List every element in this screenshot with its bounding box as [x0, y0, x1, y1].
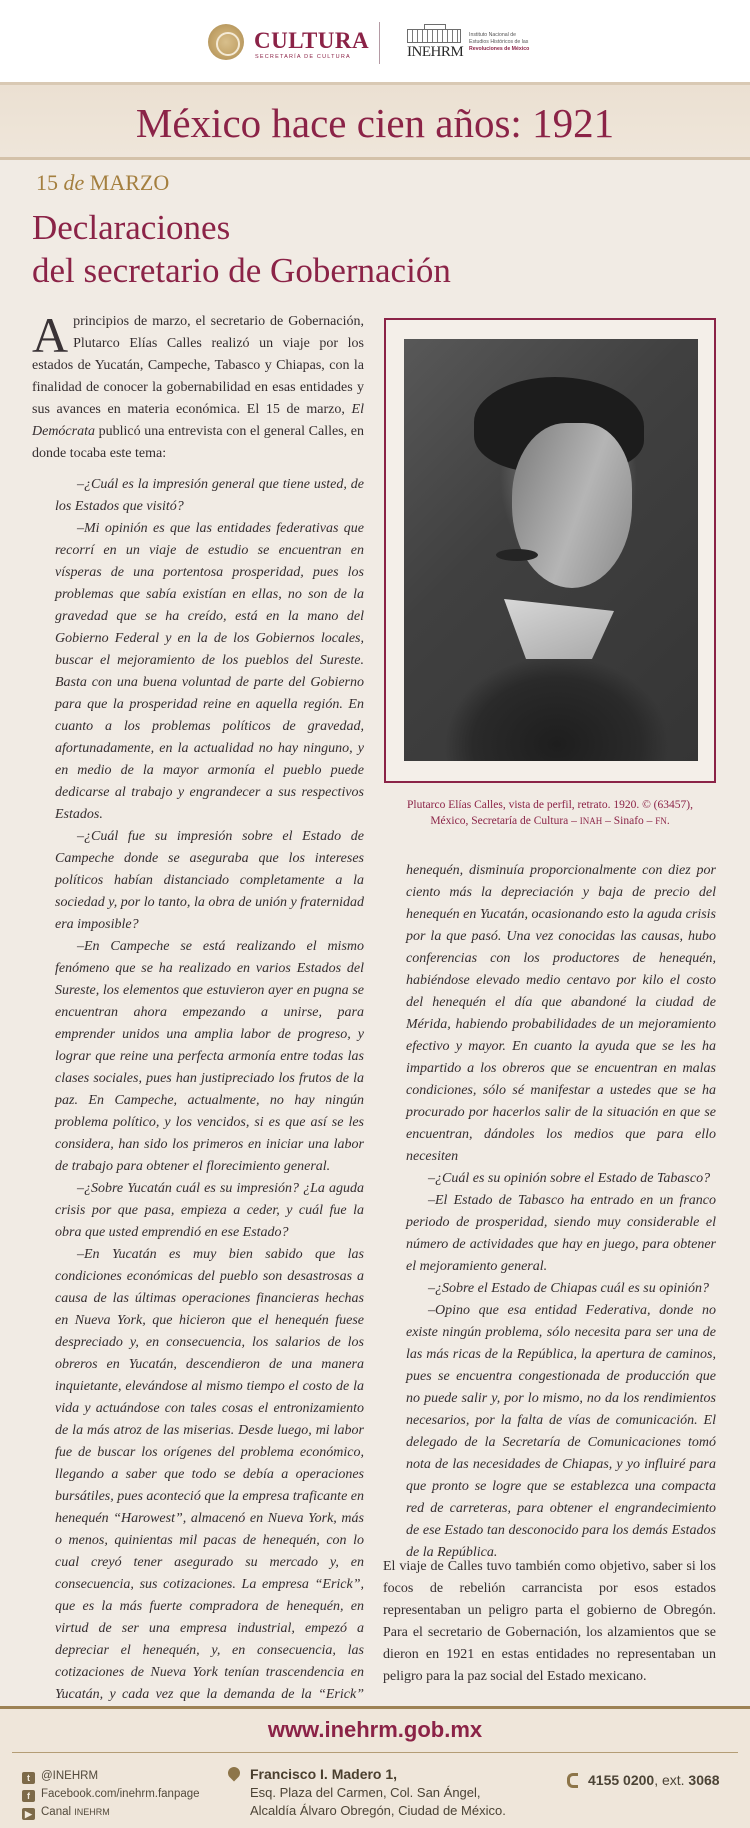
- interview-paragraph: henequén, disminuía proporcionalmente con diez por ciento más la depreciación y baja de precio del henequén en Yucatán, ocasionando esto la aguda crisis por la que pasó. Una vez conocidas las causas, hubo conferencias con los productores de henequén, habiéndose elevado medio centavo por kilo el costo del henequén el día que abandoné la ciudad de Mérida, habiendo probabilidades de un mejoramiento efectivo y mayor. En cuanto la ayuda que se les ha impartido a los obreros que se encuentran en malas condiciones, sólo sé manifestar a ustedes que se ha procurado por hacerlos salir de la situación en que se encuentran, dándoles los medios que para ello necesiten: [406, 863, 716, 1164]
- facebook-link[interactable]: f Facebook.com/inehrm.fanpage: [22, 1785, 200, 1803]
- interview-paragraph: –Mi opinión es que las entidades federativas que recorrí en un viaje de estudio se encuentran en vísperas de una portentosa prosperidad, pues los problemas que sabía existían en ellas, no son de la gravedad que se ha creído, está en la mano del Gobierno Federal y en la de los Gobiernos locales, buscar el mejoramiento de los pueblos del Sureste. Basta con una buena voluntad de parte del Gobierno para que la prosperidad reine en aquella región. En cuanto a los problemas políticos de gravedad, afortunadamente, en la actualidad no hay ninguno, y en medio de la mayor armonía el pueblo puede dedicarse al trabajo y engrandecer a sus respectivos Estados.: [55, 521, 364, 822]
- interview-paragraph: –¿Sobre el Estado de Chiapas cuál es su opinión?: [428, 1281, 710, 1296]
- interview-paragraph: –¿Cuál es la impresión general que tiene usted, de los Estados que visitó?: [55, 477, 364, 514]
- portrait-frame: [384, 318, 716, 783]
- logo-divider: [379, 22, 380, 64]
- interview-paragraph: –En Yucatán es muy bien sabido que las condiciones económicas del pueblo son desastrosas a causa de las últimas operaciones financieras hechas en Nueva York, que hicieron que el henequén fuese despreciado y, en consecuencia, los salarios de los obreros en Yucatán, descendieron de una manera inquietante, elevándose al mismo tiempo el costo de la vida y actuándose con tales cosas el entronizamiento de la más atroz de las miserias. Desde luego, mi labor fue de buscar los orígenes del problema económico, llegando a saber que todo se debía a operaciones bursátiles, pues aconteció que la empresa traficante en henequén “Harowest”, almacenó en Nueva York, más o menos, quinientas mil pacas de henequén, con lo cual creyó tener asegurado su mercado y, en consecuencia, sus cotizaciones. La empresa “Erick”, que es la más fuerte compradora de henequén, en virtud de ser una empresa industrial, empezó a depreciar el henequén, y, en consecuencia, las cotizaciones de Nueva York tenían trascendencia en Yucatán, y cada vez que la demanda de la “Erick”: [55, 1247, 364, 1702]
- interview-paragraph: –¿Cuál fue su impresión sobre el Estado de Campeche donde se aseguraba que los intereses políticos habían distanciado completamente a la sociedad y, por lo tanto, la obra de unión y fraternidad era imposible?: [55, 829, 364, 932]
- twitter-icon: t: [22, 1772, 35, 1784]
- interview-paragraph: –¿Sobre Yucatán cuál es su impresión? ¿La aguda crisis por que pasa, empieza a ceder, y cuál fue la obra que usted emprendió en ese Estado?: [55, 1181, 364, 1240]
- interview-paragraph: –En Campeche se está realizando el mismo fenómeno que se ha realizado en varios Estados del Sureste, los elementos que estuvieron ayer en pugna se encuentran ahora empezando a unirse, para emprender unidos una amplia labor de progreso, y lograr que reine una perfecta armonía entre todas las clases sociales, pues han justipreciado los frutos de la paz. En Campeche, actualmente, no hay ningún problema político, y los vencidos, si es que así se les considera, han sido los primeros en iniciar una labor de trabajo para obtener el florecimiento general.: [55, 939, 364, 1174]
- article-title: Declaraciones del secretario de Gobernación: [32, 208, 451, 290]
- phone-number[interactable]: 4155 0200, ext. 3068: [588, 1772, 720, 1788]
- cultura-subtitle: SECRETARÍA DE CULTURA: [255, 54, 351, 60]
- youtube-icon: ▶: [22, 1808, 35, 1820]
- inehrm-name: INEHRM: [407, 44, 464, 60]
- address: Francisco I. Madero 1, Esq. Plaza del Carmen, Col. San Ángel, Alcaldía Álvaro Obregón, Ciudad de México.: [250, 1765, 506, 1820]
- interview-quotes: [55, 474, 364, 1750]
- page-title: México hace cien años: 1921: [135, 100, 615, 146]
- youtube-link[interactable]: ▶ Canal INEHRM: [22, 1803, 200, 1821]
- article-date: 15 de MARZO: [36, 170, 170, 195]
- intro-paragraph: Aprincipios de marzo, el secretario de Gobernación, Plutarco Elías Calles realizó un viaje por los estados de Yucatán, Campeche, Tabasco y Chiapas, con la finalidad de conocer la gobernabilidad en esas entidades y sus avances en materia económica. El 15 de marzo, El Demócrata publicó una entrevista con el general Calles, en donde tocaba este tema:: [32, 307, 364, 461]
- closing-paragraph: El viaje de Calles tuvo también como objetivo, saber si los focos de rebelión carrancista por esos estados representaban un peligro parta el gobierno de Obregón. Para el secretario de Gobernación, los alzamientos que se dieron en 1921 en estas entidades no representaban un peligro para la paz social del Estado mexicano.: [383, 1559, 716, 1684]
- calles-portrait-photo[interactable]: [404, 339, 698, 761]
- photo-caption: Plutarco Elías Calles, vista de perfil, retrato. 1920. © (63457), México, Secretaría de Cultura – INAH – Sinafo – FN.: [407, 799, 693, 827]
- facebook-icon: f: [22, 1790, 35, 1802]
- mexico-seal-icon: [208, 24, 244, 60]
- footer-divider: [12, 1752, 738, 1753]
- article-left-column: [32, 307, 364, 1750]
- interview-paragraph: –Opino que esa entidad Federativa, donde no existe ningún problema, sólo necesita para ser una de las más ricas de la República, la apertura de caminos, pues se encuentra congestionada de producción que no puede salir y, por lo mismo, no da los rendimientos necesarios, por la falta de vías de comunicación. El delegado de la Secretaría de Comunicaciones tomó nota de las necesidades de Chiapas, y yo influiré para que pronto se logre que se establezca una compacta red de carreteras, para obtener el engrandecimiento de ese Estado tan desconocido para los demás Estados de la República.: [406, 1303, 716, 1560]
- interview-paragraph: –El Estado de Tabasco ha entrado en un franco periodo de prosperidad, siendo muy considerable el número de actividades que hay en juego, para obtener el mejoramiento general.: [406, 1193, 716, 1274]
- location-pin-icon: [226, 1765, 243, 1782]
- phone-icon: [567, 1773, 578, 1788]
- interview-paragraph: –¿Cuál es su opinión sobre el Estado de Tabasco?: [428, 1171, 711, 1186]
- article-right-column: [406, 860, 716, 1564]
- twitter-link[interactable]: t @INEHRM: [22, 1767, 200, 1785]
- title-banner: [0, 82, 750, 160]
- cultura-name: CULTURA: [254, 28, 370, 53]
- building-icon: [407, 29, 461, 43]
- website-link[interactable]: www.inehrm.gob.mx: [267, 1717, 483, 1742]
- header-logos: [0, 0, 750, 82]
- drop-cap: A: [32, 307, 69, 363]
- footer: [0, 1706, 750, 1828]
- social-links: [22, 1767, 200, 1821]
- inehrm-description: Instituto Nacional de Estudios Históricos de las Revoluciones de México: [469, 32, 530, 52]
